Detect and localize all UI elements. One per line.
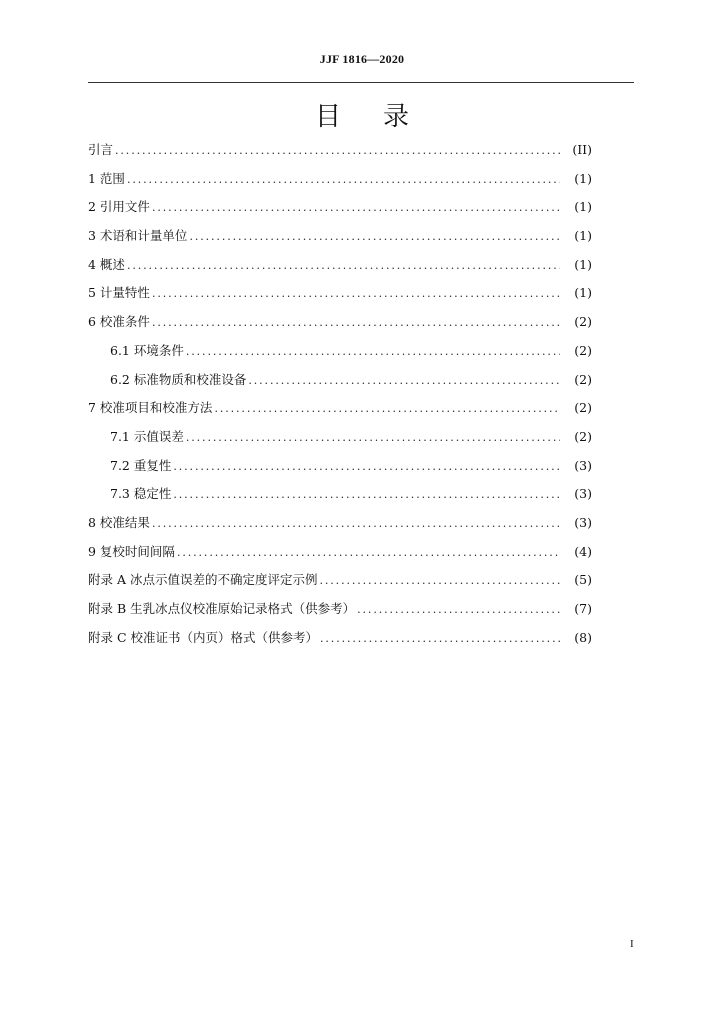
toc-entry-page: (5): [574, 572, 592, 588]
toc-entry-label: 附录 B 生乳冰点仪校准原始记录格式（供参考）: [88, 595, 357, 624]
document-code: JJF 1816—2020: [319, 52, 405, 66]
toc-dot-leader: [173, 481, 560, 510]
toc-entry-page: (1): [574, 199, 592, 215]
toc-dot-leader: [173, 453, 560, 482]
toc-entry-label: 6.1 环境条件: [110, 337, 186, 366]
toc-entry-page: (4): [574, 543, 592, 559]
toc-entry-page: (3): [574, 457, 592, 473]
toc-entry-terms[interactable]: [88, 222, 592, 251]
header-rule: [88, 82, 634, 83]
toc-dot-leader: [186, 424, 560, 453]
table-of-contents: [88, 136, 592, 652]
toc-dot-leader: [214, 395, 560, 424]
toc-entry-label: 6 校准条件: [88, 308, 152, 337]
toc-entry-page: (1): [574, 228, 592, 244]
toc-entry-page: (1): [574, 170, 592, 186]
toc-dot-leader: [152, 280, 560, 309]
toc-entry-label: 8 校准结果: [88, 509, 152, 538]
toc-entry-label: 7 校准项目和校准方法: [88, 394, 214, 423]
toc-entry-label: 附录 C 校准证书（内页）格式（供参考）: [88, 624, 320, 653]
toc-entry-scope[interactable]: [88, 165, 592, 194]
toc-entry-environmental-conditions[interactable]: [88, 337, 592, 366]
toc-dot-leader: [152, 194, 560, 223]
toc-dot-leader: [319, 567, 560, 596]
toc-title-char-2: 录: [383, 102, 410, 132]
page-number: I: [630, 938, 634, 950]
toc-entry-page: (2): [574, 371, 592, 387]
toc-entry-page: (2): [574, 342, 592, 358]
toc-entry-label: 引言: [88, 136, 115, 165]
toc-dot-leader: [357, 596, 560, 625]
toc-entry-indication-error[interactable]: [88, 423, 592, 452]
toc-dot-leader: [177, 539, 560, 568]
toc-entry-overview[interactable]: [88, 251, 592, 280]
toc-title: [0, 96, 724, 133]
toc-entry-page: (8): [574, 629, 592, 645]
toc-title-char-1: 目: [314, 102, 341, 132]
toc-dot-leader: [115, 137, 560, 166]
toc-entry-page: (3): [574, 486, 592, 502]
toc-entry-page: (3): [574, 514, 592, 530]
toc-entry-label: 7.1 示值误差: [110, 423, 186, 452]
toc-entry-page: (2): [574, 400, 592, 416]
toc-entry-reference-materials[interactable]: [88, 366, 592, 395]
toc-dot-leader: [152, 309, 560, 338]
toc-entry-label: 附录 A 冰点示值误差的不确定度评定示例: [88, 566, 319, 595]
toc-entry-label: 4 概述: [88, 251, 127, 280]
toc-entry-label: 2 引用文件: [88, 193, 152, 222]
toc-dot-leader: [186, 338, 560, 367]
toc-entry-stability[interactable]: [88, 480, 592, 509]
toc-entry-label: 1 范围: [88, 165, 127, 194]
toc-dot-leader: [189, 223, 560, 252]
toc-entry-references[interactable]: [88, 193, 592, 222]
toc-dot-leader: [152, 510, 560, 539]
toc-entry-label: 3 术语和计量单位: [88, 222, 189, 251]
toc-entry-metrological-characteristics[interactable]: [88, 279, 592, 308]
toc-entry-recalibration-interval[interactable]: [88, 538, 592, 567]
toc-entry-label: 7.2 重复性: [110, 452, 173, 481]
toc-entry-appendix-b[interactable]: [88, 595, 592, 624]
toc-dot-leader: [320, 625, 560, 654]
toc-entry-page: (1): [574, 256, 592, 272]
toc-dot-leader: [127, 252, 560, 281]
toc-dot-leader: [127, 166, 560, 195]
toc-entry-page: (II): [572, 142, 592, 157]
toc-entry-page: (2): [574, 428, 592, 444]
toc-entry-page: (2): [574, 314, 592, 330]
toc-entry-calibration-results[interactable]: [88, 509, 592, 538]
toc-dot-leader: [248, 367, 560, 396]
toc-entry-page: (1): [574, 285, 592, 301]
toc-entry-label: 6.2 标准物质和校准设备: [110, 366, 248, 395]
toc-entry-calibration-conditions[interactable]: [88, 308, 592, 337]
toc-entry-label: 7.3 稳定性: [110, 480, 173, 509]
toc-entry-foreword[interactable]: [88, 136, 592, 165]
toc-entry-appendix-c[interactable]: [88, 624, 592, 653]
toc-entry-label: 5 计量特性: [88, 279, 152, 308]
toc-entry-appendix-a[interactable]: [88, 566, 592, 595]
toc-entry-label: 9 复校时间间隔: [88, 538, 177, 567]
toc-entry-repeatability[interactable]: [88, 452, 592, 481]
toc-entry-page: (7): [574, 601, 592, 616]
toc-entry-calibration-items-methods[interactable]: [88, 394, 592, 423]
